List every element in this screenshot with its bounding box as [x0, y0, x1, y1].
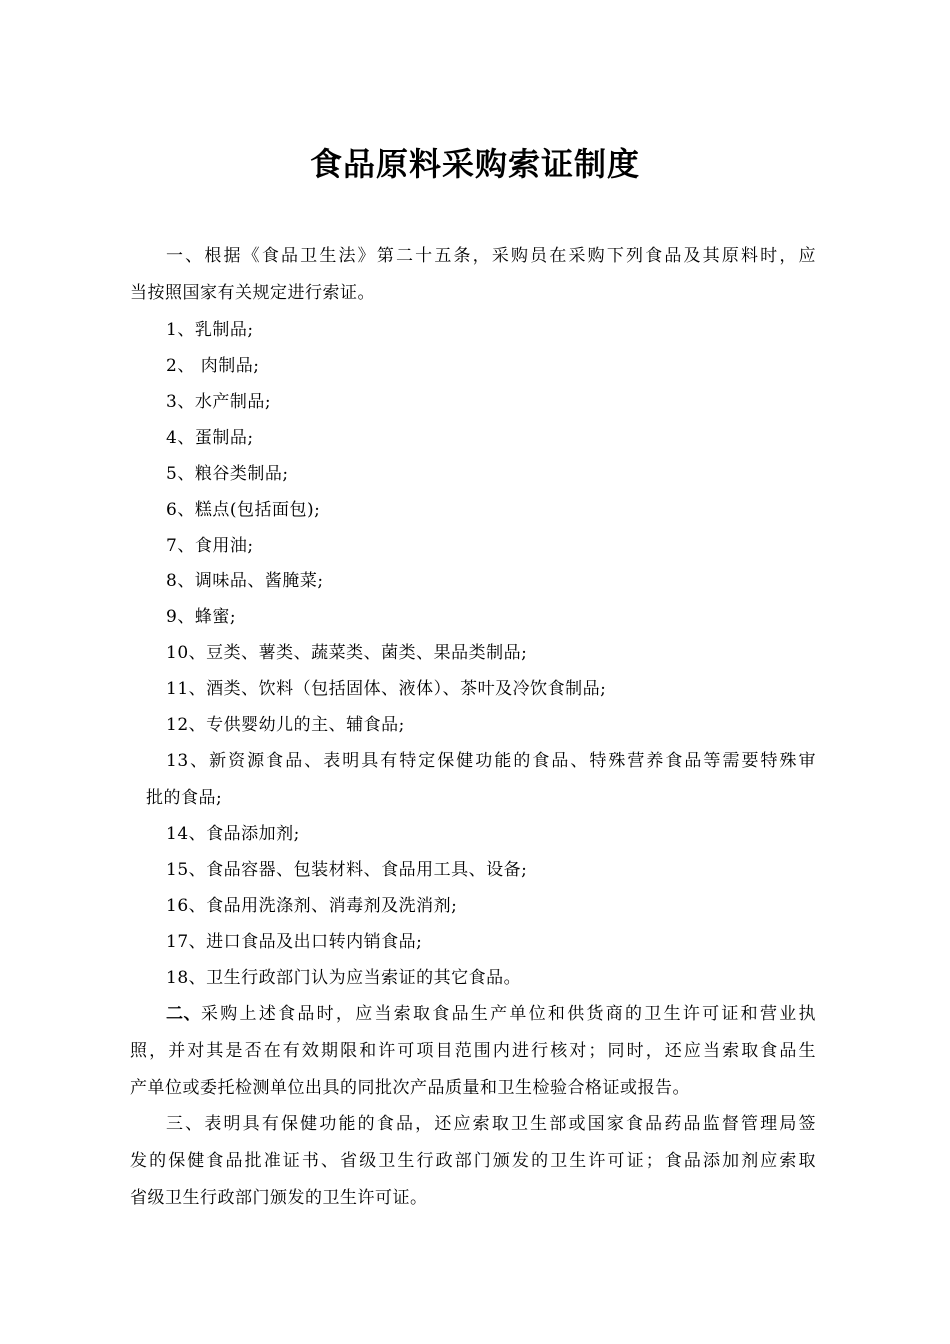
list-item: 7、食用油; [166, 536, 254, 556]
list-item: 16、食品用洗涤剂、消毒剂及洗消剂; [166, 896, 458, 916]
section-2-line-1 [166, 1002, 816, 1026]
list-item: 1、乳制品; [166, 320, 254, 340]
list-item: 15、食品容器、包装材料、食品用工具、设备; [166, 860, 528, 880]
section-1-line-1: 一、根据《食品卫生法》第二十五条，采购员在采购下列食品及其原料时，应 [166, 246, 816, 266]
list-item: 9、蜂蜜; [166, 607, 237, 627]
list-item: 4、蛋制品; [166, 428, 254, 448]
section-2-line-2: 照，并对其是否在有效期限和许可项目范围内进行核对；同时，还应当索取食品生 [130, 1041, 816, 1061]
section-2-number: 二、 [166, 1004, 201, 1024]
list-item: 12、专供婴幼儿的主、辅食品; [166, 715, 405, 735]
section-1-line-2: 当按照国家有关规定进行索证。 [130, 283, 375, 303]
list-item: 6、糕点(包括面包); [166, 500, 321, 520]
list-item: 2、 肉制品; [166, 356, 260, 376]
document-title: 食品原料采购索证制度 [309, 145, 640, 183]
list-item: 10、豆类、薯类、蔬菜类、菌类、果品类制品; [166, 643, 528, 663]
list-item: 11、酒类、饮料（包括固体、液体）、茶叶及冷饮食制品; [166, 679, 607, 699]
list-item: 8、调味品、酱腌菜; [166, 571, 324, 591]
list-item: 5、粮谷类制品; [166, 464, 289, 484]
section-2-line-3: 产单位或委托检测单位出具的同批次产品质量和卫生检验合格证或报告。 [130, 1078, 690, 1098]
section-3-line-3: 省级卫生行政部门颁发的卫生许可证。 [130, 1188, 428, 1208]
list-item: 18、卫生行政部门认为应当索证的其它食品。 [166, 968, 522, 988]
list-item: 14、食品添加剂; [166, 824, 300, 844]
list-item-continuation: 批的食品; [146, 788, 223, 808]
list-item: 13、新资源食品、表明具有特定保健功能的食品、特殊营养食品等需要特殊审 [166, 751, 816, 771]
list-item: 17、进口食品及出口转内销食品; [166, 932, 423, 952]
section-2-line-1-text: 采购上述食品时，应当索取食品生产单位和供货商的卫生许可证和营业执 [201, 1004, 816, 1024]
section-3-line-1: 三、表明具有保健功能的食品，还应索取卫生部或国家食品药品监督管理局签 [166, 1114, 816, 1134]
list-item: 3、水产制品; [166, 392, 272, 412]
section-3-line-2: 发的保健食品批准证书、省级卫生行政部门颁发的卫生许可证；食品添加剂应索取 [130, 1151, 816, 1171]
